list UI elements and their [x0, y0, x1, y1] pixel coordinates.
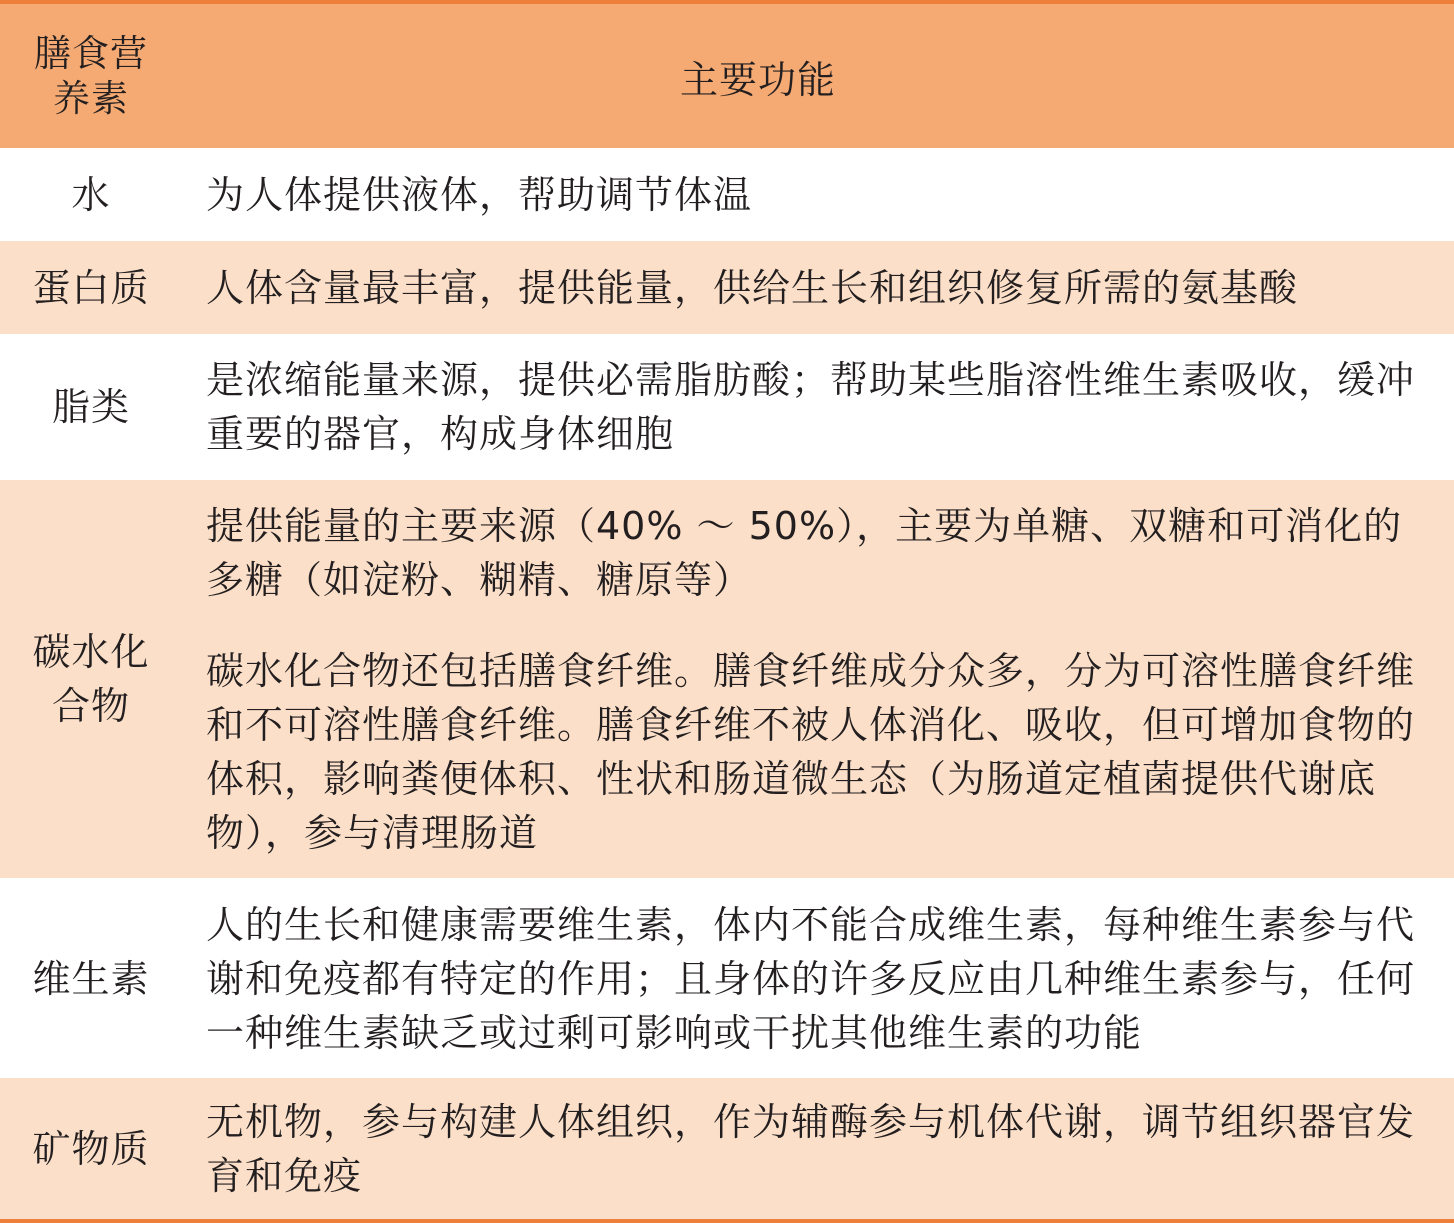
row-lipid-function-cell — [182, 334, 1454, 480]
header-nutrient-label-line2: 养素 — [53, 77, 129, 120]
header-function-cell — [182, 4, 1454, 148]
row-carbohydrate-function-list — [206, 499, 1436, 860]
row-water-function: 为人体提供液体，帮助调节体温 — [206, 172, 753, 217]
row-water-function-cell — [182, 148, 1454, 241]
row-water-nutrient-cell — [0, 148, 182, 241]
row-vitamin-nutrient: 维生素 — [32, 957, 150, 1001]
row-lipid-nutrient-cell — [0, 334, 182, 480]
header-function-label: 主要功能 — [679, 57, 836, 102]
row-lipid-nutrient: 脂类 — [51, 385, 130, 429]
row-carbohydrate-nutrient-cell — [0, 480, 182, 878]
row-protein-function-cell — [182, 241, 1454, 334]
row-protein-nutrient-cell — [0, 241, 182, 334]
row-carbohydrate-nutrient-line2: 合物 — [51, 684, 130, 728]
row-carbohydrate-function-cell — [182, 480, 1454, 878]
header-nutrient-cell — [0, 4, 182, 148]
row-protein-function: 人体含量最丰富，提供能量，供给生长和组织修复所需的氨基酸 — [206, 265, 1299, 310]
header-nutrient-label — [34, 31, 148, 121]
row-protein-nutrient: 蛋白质 — [32, 265, 150, 310]
row-lipid-function: 是浓缩能量来源，提供必需脂肪酸；帮助某些脂溶性维生素吸收，缓冲重要的器官，构成身体细胞 — [206, 358, 1416, 456]
row-mineral-nutrient: 矿物质 — [32, 1126, 150, 1171]
row-carbohydrate-function-fiber: 碳水化合物还包括膳食纤维。膳食纤维成分众多，分为可溶性膳食纤维和不可溶性膳食纤维。膳食纤维不被人体消化、吸收，但可增加食物的体积，影响粪便体积、性状和肠道微生态（为肠道定植菌提供代谢底物），参与清理肠道 — [206, 648, 1416, 855]
row-mineral-function-cell — [182, 1078, 1454, 1219]
row-vitamin-function-cell — [182, 878, 1454, 1078]
row-mineral-nutrient-cell — [0, 1078, 182, 1219]
row-carbohydrate-nutrient-line1: 碳水化 — [32, 630, 150, 674]
row-mineral-function: 无机物，参与构建人体组织，作为辅酶参与机体代谢，调节组织器官发育和免疫 — [206, 1099, 1416, 1198]
row-carbohydrate-nutrient — [32, 625, 149, 733]
row-water-nutrient: 水 — [71, 172, 111, 217]
header-nutrient-label-line1: 膳食营 — [34, 32, 148, 75]
row-carbohydrate-function-energy: 提供能量的主要来源（40% ～ 50%），主要为单糖、双糖和可消化的多糖（如淀粉、糊精、糖原等） — [206, 503, 1403, 602]
row-vitamin-function: 人的生长和健康需要维生素，体内不能合成维生素，每种维生素参与代谢和免疫都有特定的作用；且身体的许多反应由几种维生素参与，任何一种维生素缺乏或过剩可影响或干扰其他维生素的功能 — [206, 903, 1416, 1055]
row-vitamin-nutrient-cell — [0, 878, 182, 1078]
